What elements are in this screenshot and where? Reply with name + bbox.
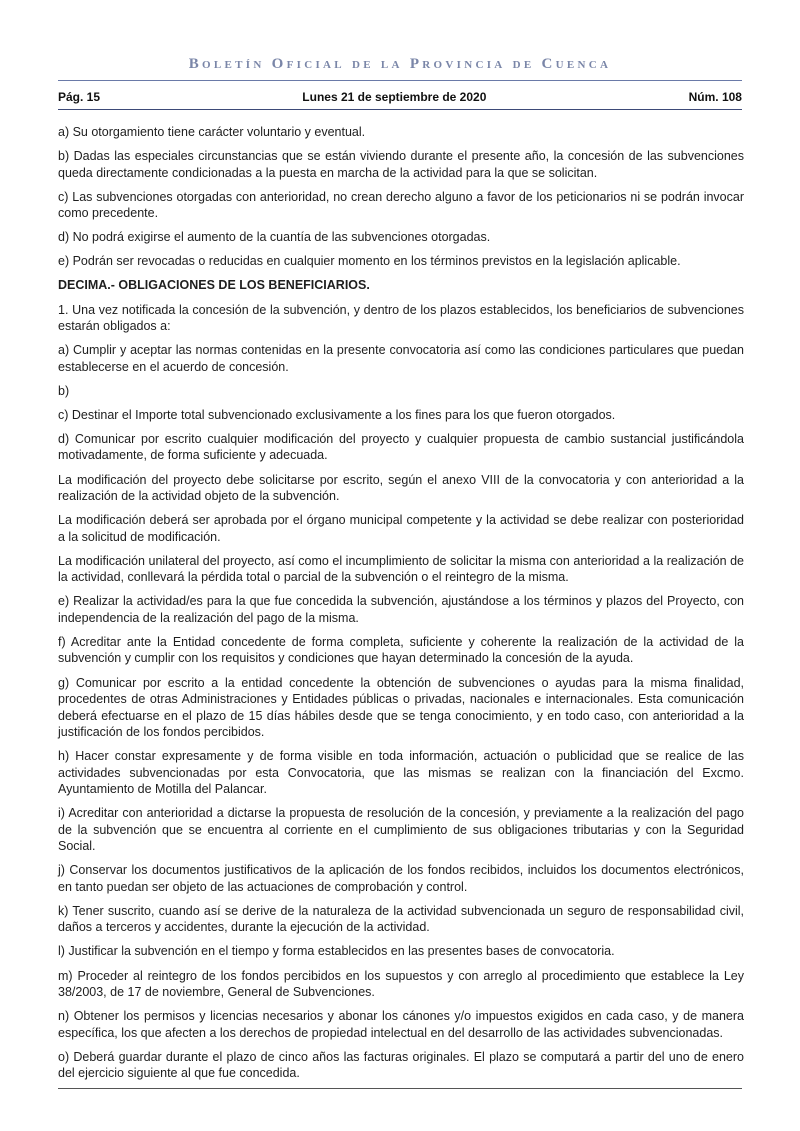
obligation-o: o) Deberá guardar durante el plazo de cinco años las facturas originales. El plazo se computará a partir del uno de enero del ejercicio siguiente al que fue concedida.	[58, 1049, 744, 1081]
obligation-c: c) Destinar el Importe total subvencionado exclusivamente a los fines para los que fueron otorgados.	[58, 407, 616, 422]
subheader-rule	[58, 109, 742, 110]
page-number: Pág. 15	[58, 90, 101, 104]
obligation-g: g) Comunicar por escrito a la entidad concedente la obtención de subvenciones o ayudas para la misma finalidad, procedentes de otras Administraciones y Entidades públicas o privadas, nacionales e internacionales. Esta comunicación deberá efectuarse en el plazo de 15 días hábiles desde que se tenga conocimiento, y en todo caso, con anterioridad a la justificación de los fondos percibidos.	[58, 675, 744, 739]
obligation-j: j) Conservar los documentos justificativos de la aplicación de los fondos recibidos, incluidos los documentos electrónicos, en tanto puedan ser objeto de las actuaciones de comprobación y control.	[58, 863, 744, 894]
issue-number: Núm. 108	[688, 90, 742, 104]
paragraph-e: e) Podrán ser revocadas o reducidas en cualquier momento en los términos previstos en la legislación aplicable.	[58, 254, 681, 269]
paragraph-b: b) Dadas las especiales circunstancias que se están viviendo durante el presente año, la concesión de las subvenciones queda directamente condicionadas a la puesta en marcha de la actividad para la que se solicitan.	[58, 149, 744, 180]
obligation-b: b)	[58, 383, 70, 398]
footer-rule	[58, 1088, 742, 1089]
obligation-h: h) Hacer constar expresamente y de forma visible en toda información, actuación o publicidad que se realice de las actividades subvencionadas por esta Convocatoria, que las mismas se realizan con la financiación del Excmo. Ayuntamiento de Motilla del Palancar.	[58, 749, 744, 797]
modification-paragraph-2: La modificación deberá ser aprobada por el órgano municipal competente y la actividad se debe realizar con posterioridad a la solicitud de modificación.	[58, 513, 744, 544]
obligation-l: l) Justificar la subvención en el tiempo y forma establecidos en las presentes bases de convocatoria.	[58, 944, 615, 959]
obligation-d: d) Comunicar por escrito cualquier modificación del proyecto y cualquier propuesta de cambio sustancial justificándola motivadamente, de forma suficiente y adecuada.	[58, 431, 744, 463]
obligation-m: m) Proceder al reintegro de los fondos percibidos en los supuestos y con arreglo al procedimiento que establece la Ley 38/2003, de 17 de noviembre, General de Subvenciones.	[58, 968, 744, 1000]
obligation-e: e) Realizar la actividad/es para la que fue concedida la subvención, ajustándose a los términos y plazos del Proyecto, con independencia de la realización del pago de la misma.	[58, 594, 744, 625]
obligation-k: k) Tener suscrito, cuando así se derive de la naturaleza de la actividad subvencionada un seguro de responsabilidad civil, daños a terceros y accidentes, durante la ejecución de la actividad.	[58, 903, 744, 935]
modification-paragraph-1: La modificación del proyecto debe solicitarse por escrito, según el anexo VIII de la convocatoria y con anterioridad a la realización de la actividad objeto de la subvención.	[58, 472, 744, 504]
paragraph-d: d) No podrá exigirse el aumento de la cuantía de las subvenciones otorgadas.	[58, 230, 491, 245]
obligation-f: f) Acreditar ante la Entidad concedente de forma completa, suficiente y coherente la realización de la actividad de la subvención y cumplir con los requisitos y condiciones que hayan determinado la concesión de la ayuda.	[58, 634, 744, 666]
obligation-a: a) Cumplir y aceptar las normas contenidas en la presente convocatoria así como las condiciones particulares que puedan establecerse en el acuerdo de concesión.	[58, 343, 744, 374]
obligation-n: n) Obtener los permisos y licencias necesarios y abonar los cánones y/o impuestos exigidos en cada caso, y de manera específica, los que afecten a los derechos de propiedad intelectual en del desarrollo de las actividades subvencionadas.	[58, 1009, 744, 1040]
paragraph-a: a) Su otorgamiento tiene carácter voluntario y eventual.	[58, 125, 366, 139]
section-heading: DECIMA.- OBLIGACIONES DE LOS BENEFICIARIOS.	[58, 278, 370, 293]
issue-date: Lunes 21 de septiembre de 2020	[302, 90, 487, 104]
bulletin-masthead: Boletín Oficial de la Provincia de Cuenca	[188, 56, 612, 72]
obligation-i: i) Acreditar con anterioridad a dictarse la propuesta de resolución de la concesión, y previamente a la realización del pago de la subvención que se encuentra al corriente en el cumplimiento de sus obligaciones tributarias y con la Seguridad Social.	[58, 806, 744, 854]
modification-paragraph-3: La modificación unilateral del proyecto, así como el incumplimiento de solicitar la misma con anterioridad a la realización de la actividad, conllevará la pérdida total o parcial de la subvención o el reintegro de la misma.	[58, 553, 744, 585]
document-body	[58, 124, 744, 1089]
header-rule	[58, 80, 742, 81]
obligations-intro: 1. Una vez notificada la concesión de la subvención, y dentro de los plazos establecidos, los beneficiarios de subvenciones estarán obligados a:	[58, 302, 744, 334]
page-subheader	[58, 90, 742, 104]
paragraph-c: c) Las subvenciones otorgadas con anterioridad, no crean derecho alguno a favor de los peticionarios ni se podrán invocar como precedente.	[58, 189, 744, 221]
